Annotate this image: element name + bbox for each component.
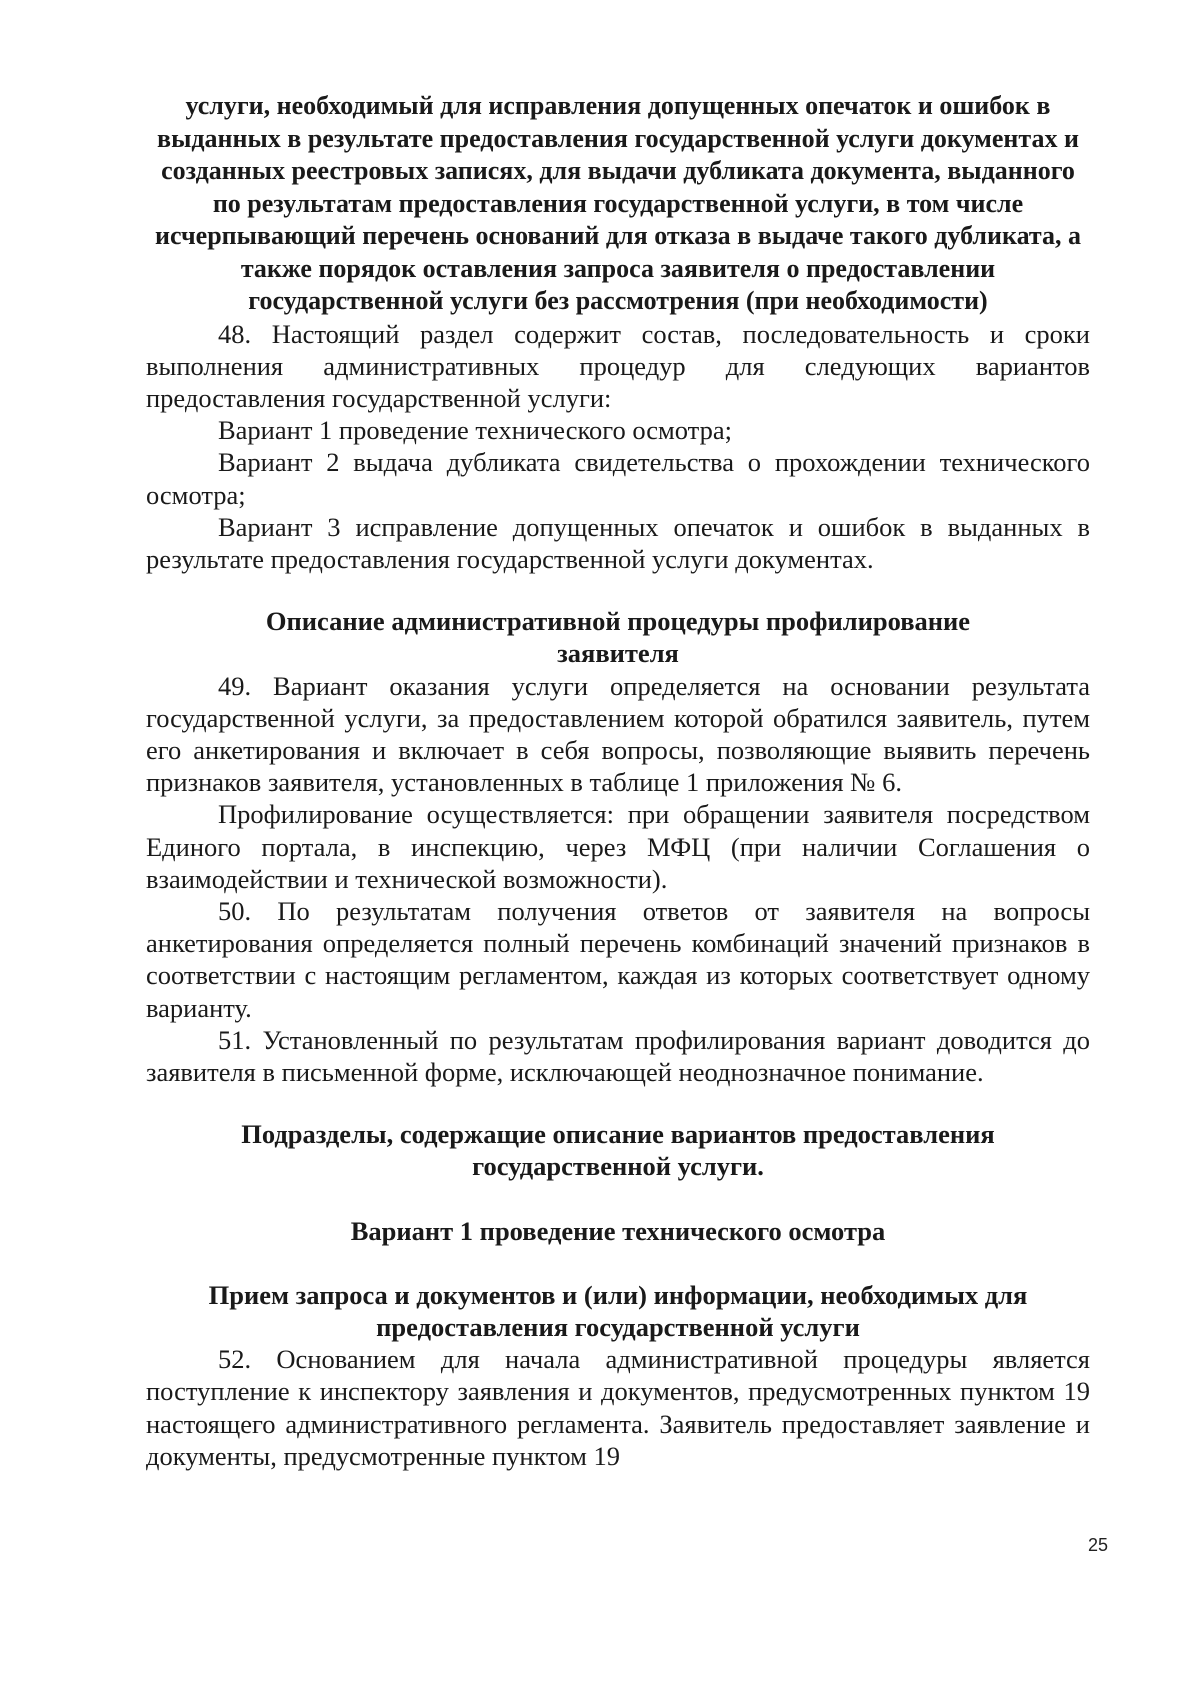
variant-1-item: Вариант 1 проведение технического осмотра; [218, 415, 732, 446]
variant-1-heading: Вариант 1 проведение технического осмотра [350, 1215, 886, 1246]
paragraph-52: 52. Основанием для начала административной процедуры является поступление к инспектору заявления и документов, предусмотренных пунктом 19 настоящего административного регламента. Заявитель предоставляет заявление и документы, предусмотренные пунктом 19 [146, 1344, 1090, 1471]
intro-heading [146, 90, 1090, 318]
subsections-heading [146, 1118, 1090, 1182]
paragraph-49: 49. Вариант оказания услуги определяется на основании результата государственной услуги, за предоставлением которой обратился заявитель, путем его анкетирования и включает в себя вопросы, позволяющие выявить перечень признаков заявителя, установленных в таблице 1 приложения № 6. [146, 670, 1090, 798]
paragraph-51: 51. Установленный по результатам профилирования вариант доводится до заявителя в письменной форме, исключающей неоднозначное понимание. [146, 1024, 1090, 1087]
paragraph-50: 50. По результатам получения ответов от заявителя на вопросы анкетирования определяется полный перечень комбинаций значений признаков в соответствии с настоящим регламентом, каждая из которых соответствует одному варианту. [146, 895, 1090, 1023]
profiling-heading-text: Описание административной процедуры профилирование заявителя [265, 606, 971, 669]
paragraph-48: 48. Настоящий раздел содержит состав, последовательность и сроки выполнения административных процедур для следующих вариантов предоставления государственной услуги: [146, 318, 1090, 413]
document-page [146, 90, 1090, 1472]
profiling-heading [146, 605, 1090, 669]
page-number: 25 [1087, 1535, 1108, 1555]
subsections-heading-text: Подразделы, содержащие описание вариантов предоставления государственной услуги. [241, 1119, 995, 1182]
reception-heading [146, 1279, 1090, 1343]
variant-3-item: Вариант 3 исправление допущенных опечаток и ошибок в выданных в результате предоставления государственной услуги документах. [146, 511, 1090, 574]
intro-heading-text: услуги, необходимый для исправления допущенных опечаток и ошибок в выданных в результате предоставления государственной услуги документах и созданных реестровых записях, для выдачи дубликата документа, выданного по результатам предоставления государственной услуги, в том числе исчерпывающий перечень оснований для отказа в выдаче такого дубликата, а также порядок оставления запроса заявителя о предоставлении государственной услуги без рассмотрения (при необходимости) [154, 91, 1081, 315]
paragraph-49-profiling: Профилирование осуществляется: при обращении заявителя посредством Единого портала, в инспекцию, через МФЦ (при наличии Соглашения о взаимодействии и технической возможности). [146, 799, 1090, 894]
reception-heading-text: Прием запроса и документов и (или) информации, необходимых для предоставления государственной услуги [208, 1279, 1028, 1342]
variant-2-item: Вариант 2 выдача дубликата свидетельства о прохождении технического осмотра; [146, 447, 1090, 510]
